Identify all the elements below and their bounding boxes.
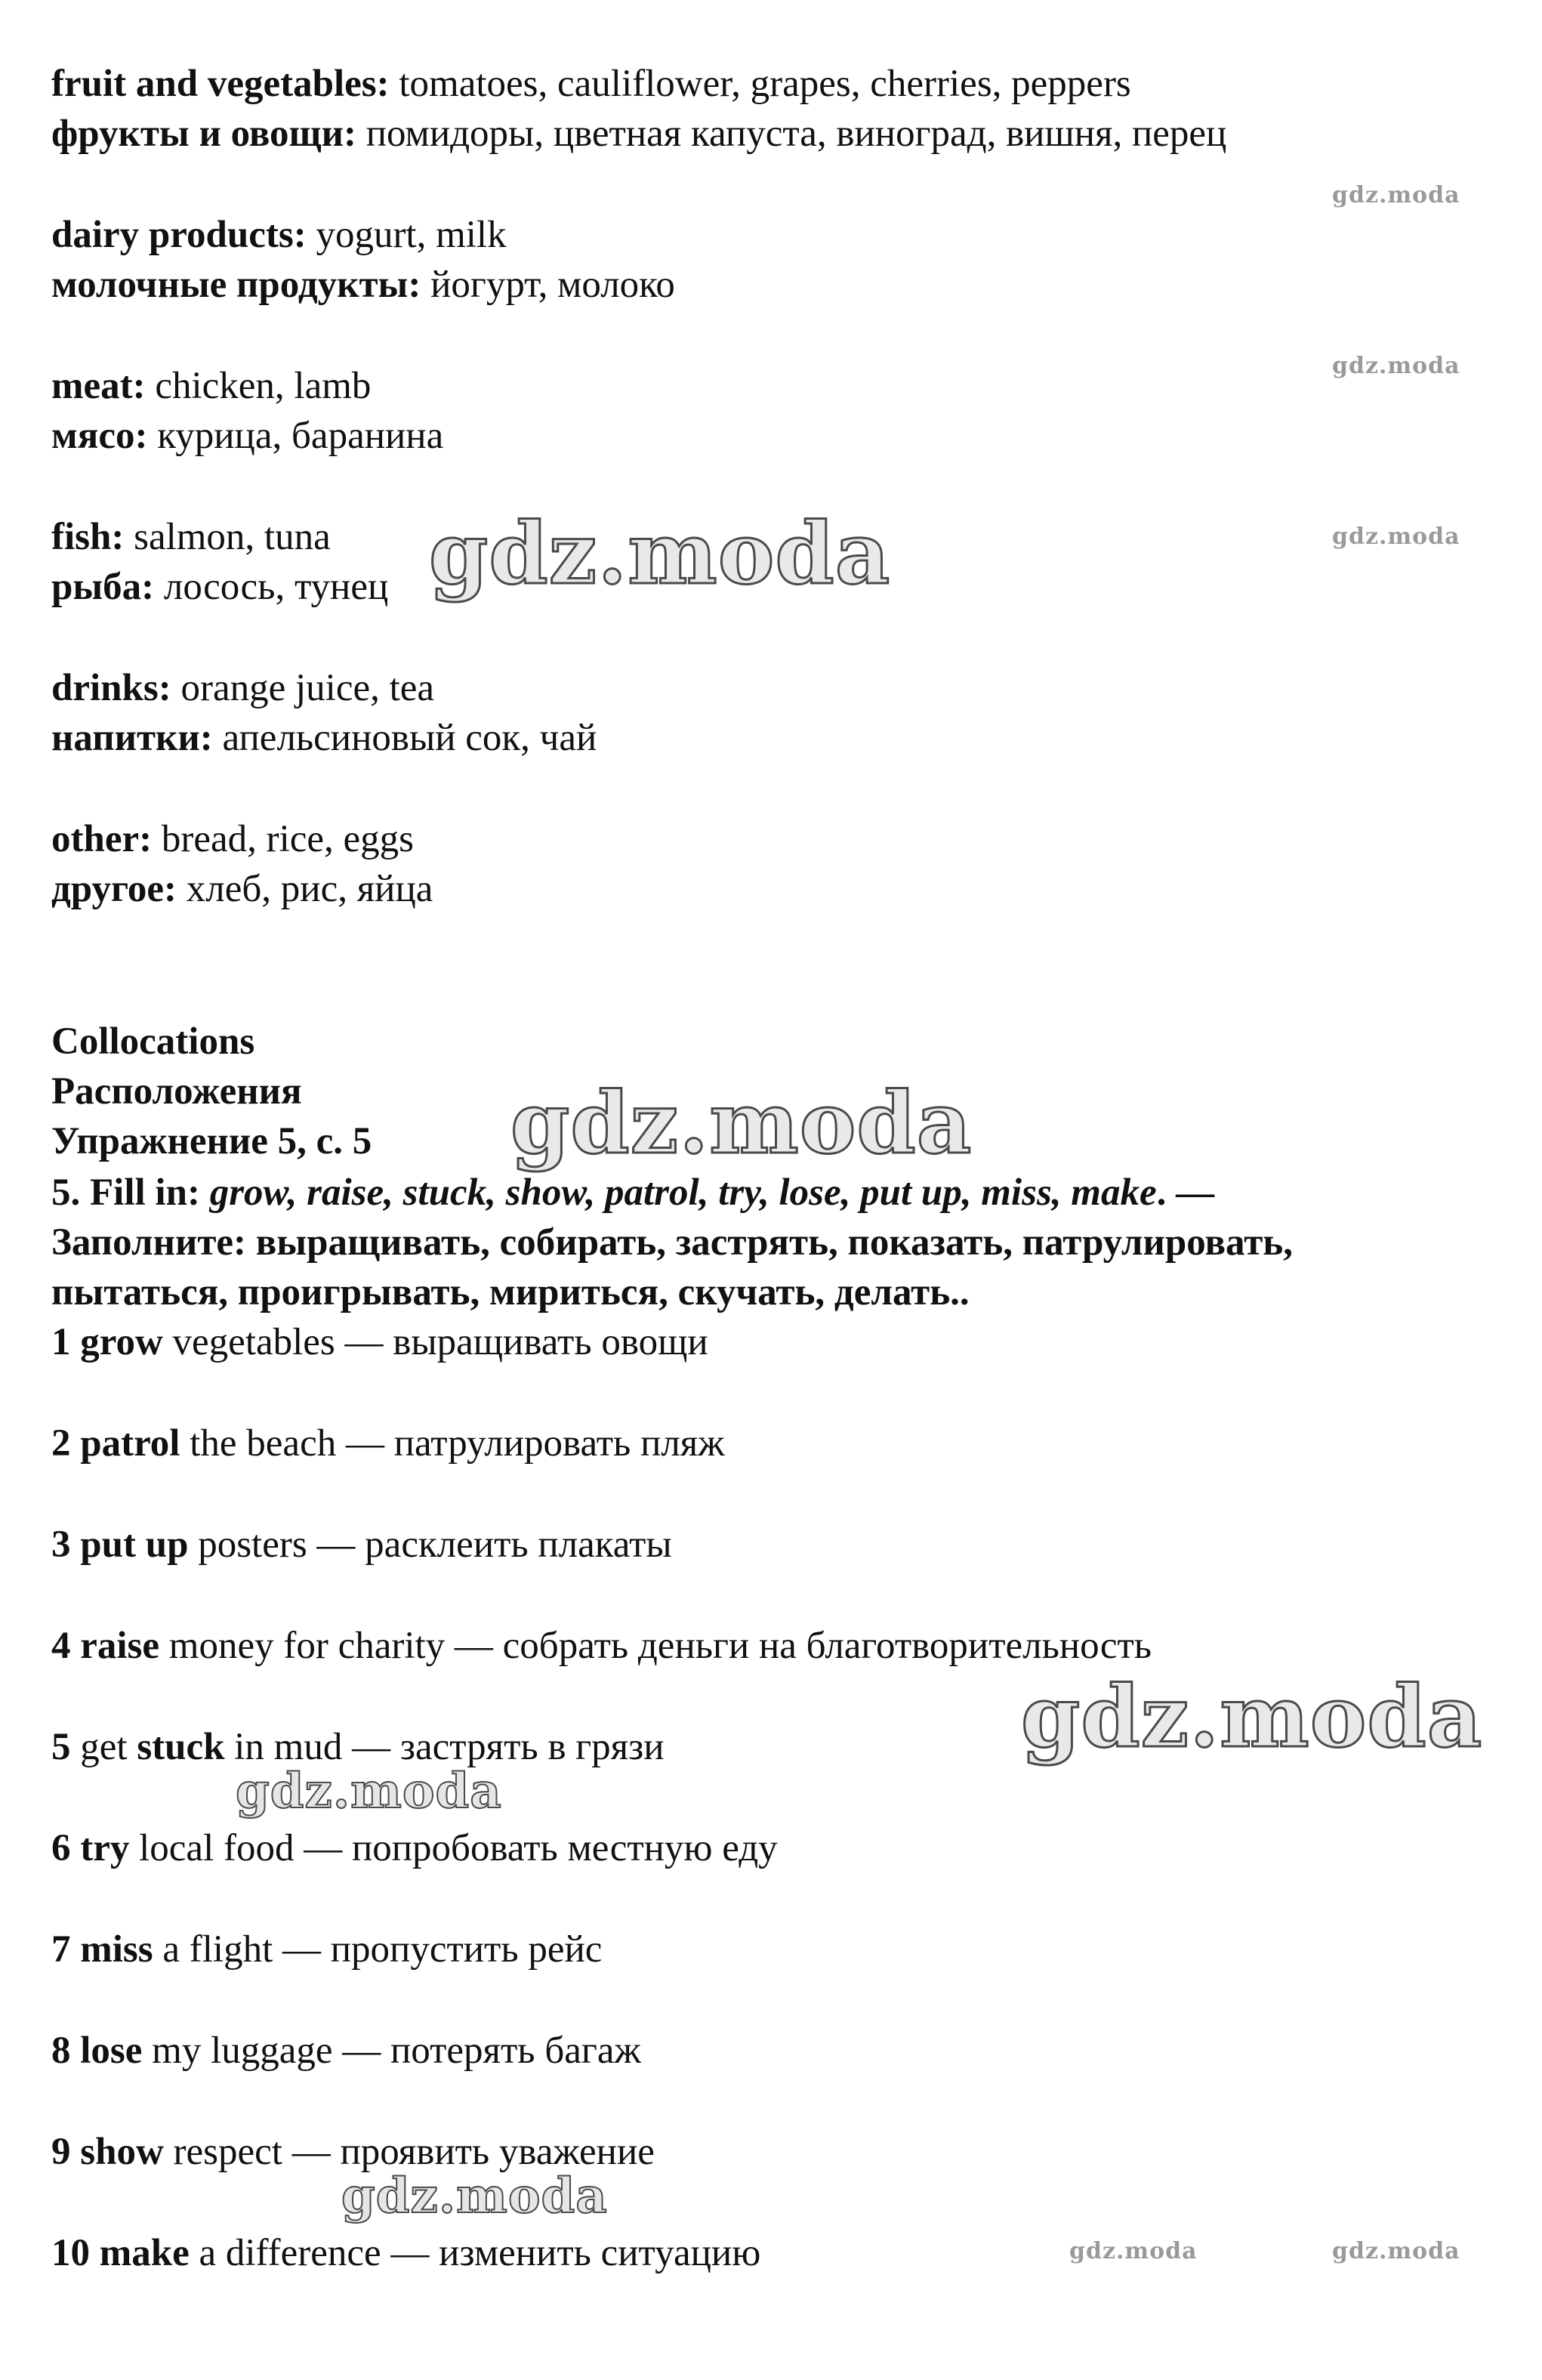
answer-line bbox=[51, 1823, 778, 1873]
vocab-items: tomatoes, cauliflower, grapes, cherries, peppers bbox=[389, 63, 1131, 105]
answer-number: 4 bbox=[51, 1625, 81, 1667]
vocab-items: курица, баранина bbox=[147, 415, 444, 457]
answer-number: 1 bbox=[51, 1321, 81, 1363]
answer-rest: local food — попробовать местную еду bbox=[129, 1827, 778, 1869]
answer-number: 2 bbox=[51, 1422, 81, 1465]
vocab-ru-drinks bbox=[51, 713, 597, 763]
vocab-label: fruit and vegetables: bbox=[51, 63, 390, 105]
answer-line bbox=[51, 1621, 1152, 1671]
vocab-label: фрукты и овощи: bbox=[51, 113, 356, 155]
vocab-items: orange juice, tea bbox=[171, 667, 435, 709]
answer-rest: vegetables — выращивать овощи bbox=[162, 1321, 708, 1363]
section-title-ru: Расположения bbox=[51, 1070, 302, 1113]
vocab-label: мясо: bbox=[51, 415, 148, 457]
answer-line bbox=[51, 1317, 708, 1367]
vocab-ru-meat bbox=[51, 411, 443, 461]
vocab-en-meat bbox=[51, 361, 371, 411]
answer-rest: posters — расклеить плакаты bbox=[188, 1523, 672, 1566]
answer-number: 7 bbox=[51, 1928, 81, 1971]
answer-line bbox=[51, 1418, 725, 1468]
vocab-items: апельсиновый сок, чай bbox=[212, 717, 597, 759]
answer-number: 3 bbox=[51, 1523, 81, 1566]
vocab-en-fish bbox=[51, 512, 331, 562]
answer-rest: a difference — изменить ситуацию bbox=[189, 2232, 761, 2274]
exercise-reference: Упражнение 5, с. 5 bbox=[51, 1120, 372, 1162]
watermark: gdz.moda bbox=[429, 505, 891, 603]
answer-number: 5 bbox=[51, 1726, 71, 1768]
vocab-items: помидоры, цветная капуста, виноград, вишня, перец bbox=[356, 113, 1227, 155]
vocab-items: лосось, тунец bbox=[154, 566, 389, 608]
task-suffix: . — bbox=[1156, 1171, 1215, 1214]
watermark: gdz.moda bbox=[1332, 523, 1460, 550]
vocab-ru-fish bbox=[51, 562, 388, 612]
vocab-items: йогурт, молоко bbox=[421, 264, 675, 306]
vocab-label: dairy products: bbox=[51, 214, 307, 256]
answer-rest: respect — проявить уважение bbox=[163, 2131, 655, 2173]
watermark: gdz.moda bbox=[1332, 2238, 1460, 2264]
answer-word: grow bbox=[80, 1321, 163, 1363]
section-title-en: Collocations bbox=[51, 1020, 255, 1063]
vocab-label: молочные продукты: bbox=[51, 264, 421, 306]
answer-rest: money for charity — собрать деньги на благотворительность bbox=[159, 1625, 1152, 1667]
watermark: gdz.moda bbox=[1021, 1668, 1483, 1767]
vocab-ru-fruit-veg bbox=[51, 109, 1226, 159]
vocab-label: напитки: bbox=[51, 717, 213, 759]
answer-word: raise bbox=[80, 1625, 160, 1667]
watermark: gdz.moda bbox=[236, 1763, 502, 1820]
watermark: gdz.moda bbox=[1332, 182, 1460, 208]
watermark: gdz.moda bbox=[1332, 353, 1460, 379]
vocab-en-fruit-veg bbox=[51, 59, 1131, 109]
answer-number: 6 bbox=[51, 1827, 81, 1869]
watermark: gdz.moda bbox=[341, 2168, 608, 2224]
answer-rest: the beach — патрулировать пляж bbox=[180, 1422, 725, 1465]
answer-rest: my luggage — потерять багаж bbox=[142, 2030, 641, 2072]
answer-word: lose bbox=[80, 2030, 143, 2072]
vocab-label: meat: bbox=[51, 365, 146, 407]
vocab-en-other bbox=[51, 814, 414, 864]
vocab-items: yogurt, milk bbox=[306, 214, 507, 256]
answer-rest: in mud — застрять в грязи bbox=[224, 1726, 665, 1768]
answer-line bbox=[51, 1520, 672, 1570]
exercise-task-en bbox=[51, 1168, 1214, 1218]
vocab-label: fish: bbox=[51, 516, 125, 558]
answer-line bbox=[51, 2026, 641, 2076]
watermark: gdz.moda bbox=[510, 1074, 973, 1173]
answer-line bbox=[51, 1925, 602, 1974]
answer-word: make bbox=[99, 2232, 190, 2274]
answer-word: put up bbox=[80, 1523, 189, 1566]
task-prefix: 5. Fill in: bbox=[51, 1171, 210, 1214]
vocab-items: salmon, tuna bbox=[124, 516, 331, 558]
vocab-en-drinks bbox=[51, 663, 434, 713]
answer-word: patrol bbox=[80, 1422, 180, 1465]
exercise-task-ru-2: пытаться, проигрывать, мириться, скучать, делать.. bbox=[51, 1271, 970, 1313]
answer-rest: a flight — пропустить рейс bbox=[153, 1928, 603, 1971]
answer-word: try bbox=[80, 1827, 130, 1869]
task-words: grow, raise, stuck, show, patrol, try, lose, put up, miss, make bbox=[209, 1171, 1157, 1214]
answer-word: show bbox=[80, 2131, 164, 2173]
answer-number: 9 bbox=[51, 2131, 81, 2173]
vocab-label: другое: bbox=[51, 868, 177, 910]
vocab-ru-dairy bbox=[51, 260, 675, 310]
answer-word: stuck bbox=[137, 1726, 225, 1768]
exercise-task-ru-1: Заполните: выращивать, собирать, застрять, показать, патрулировать, bbox=[51, 1221, 1293, 1264]
vocab-items: chicken, lamb bbox=[145, 365, 372, 407]
vocab-label: drinks: bbox=[51, 667, 171, 709]
watermark: gdz.moda bbox=[1069, 2238, 1198, 2264]
vocab-label: other: bbox=[51, 818, 153, 860]
vocab-ru-other bbox=[51, 864, 433, 914]
answer-word: miss bbox=[80, 1928, 153, 1971]
vocab-en-dairy bbox=[51, 210, 507, 260]
vocab-label: рыба: bbox=[51, 566, 155, 608]
answer-number: 10 bbox=[51, 2232, 100, 2274]
vocab-items: хлеб, рис, яйца bbox=[177, 868, 433, 910]
answer-number: 8 bbox=[51, 2030, 81, 2072]
vocab-items: bread, rice, eggs bbox=[152, 818, 415, 860]
answer-pre: get bbox=[70, 1726, 137, 1768]
answer-line bbox=[51, 2228, 760, 2278]
